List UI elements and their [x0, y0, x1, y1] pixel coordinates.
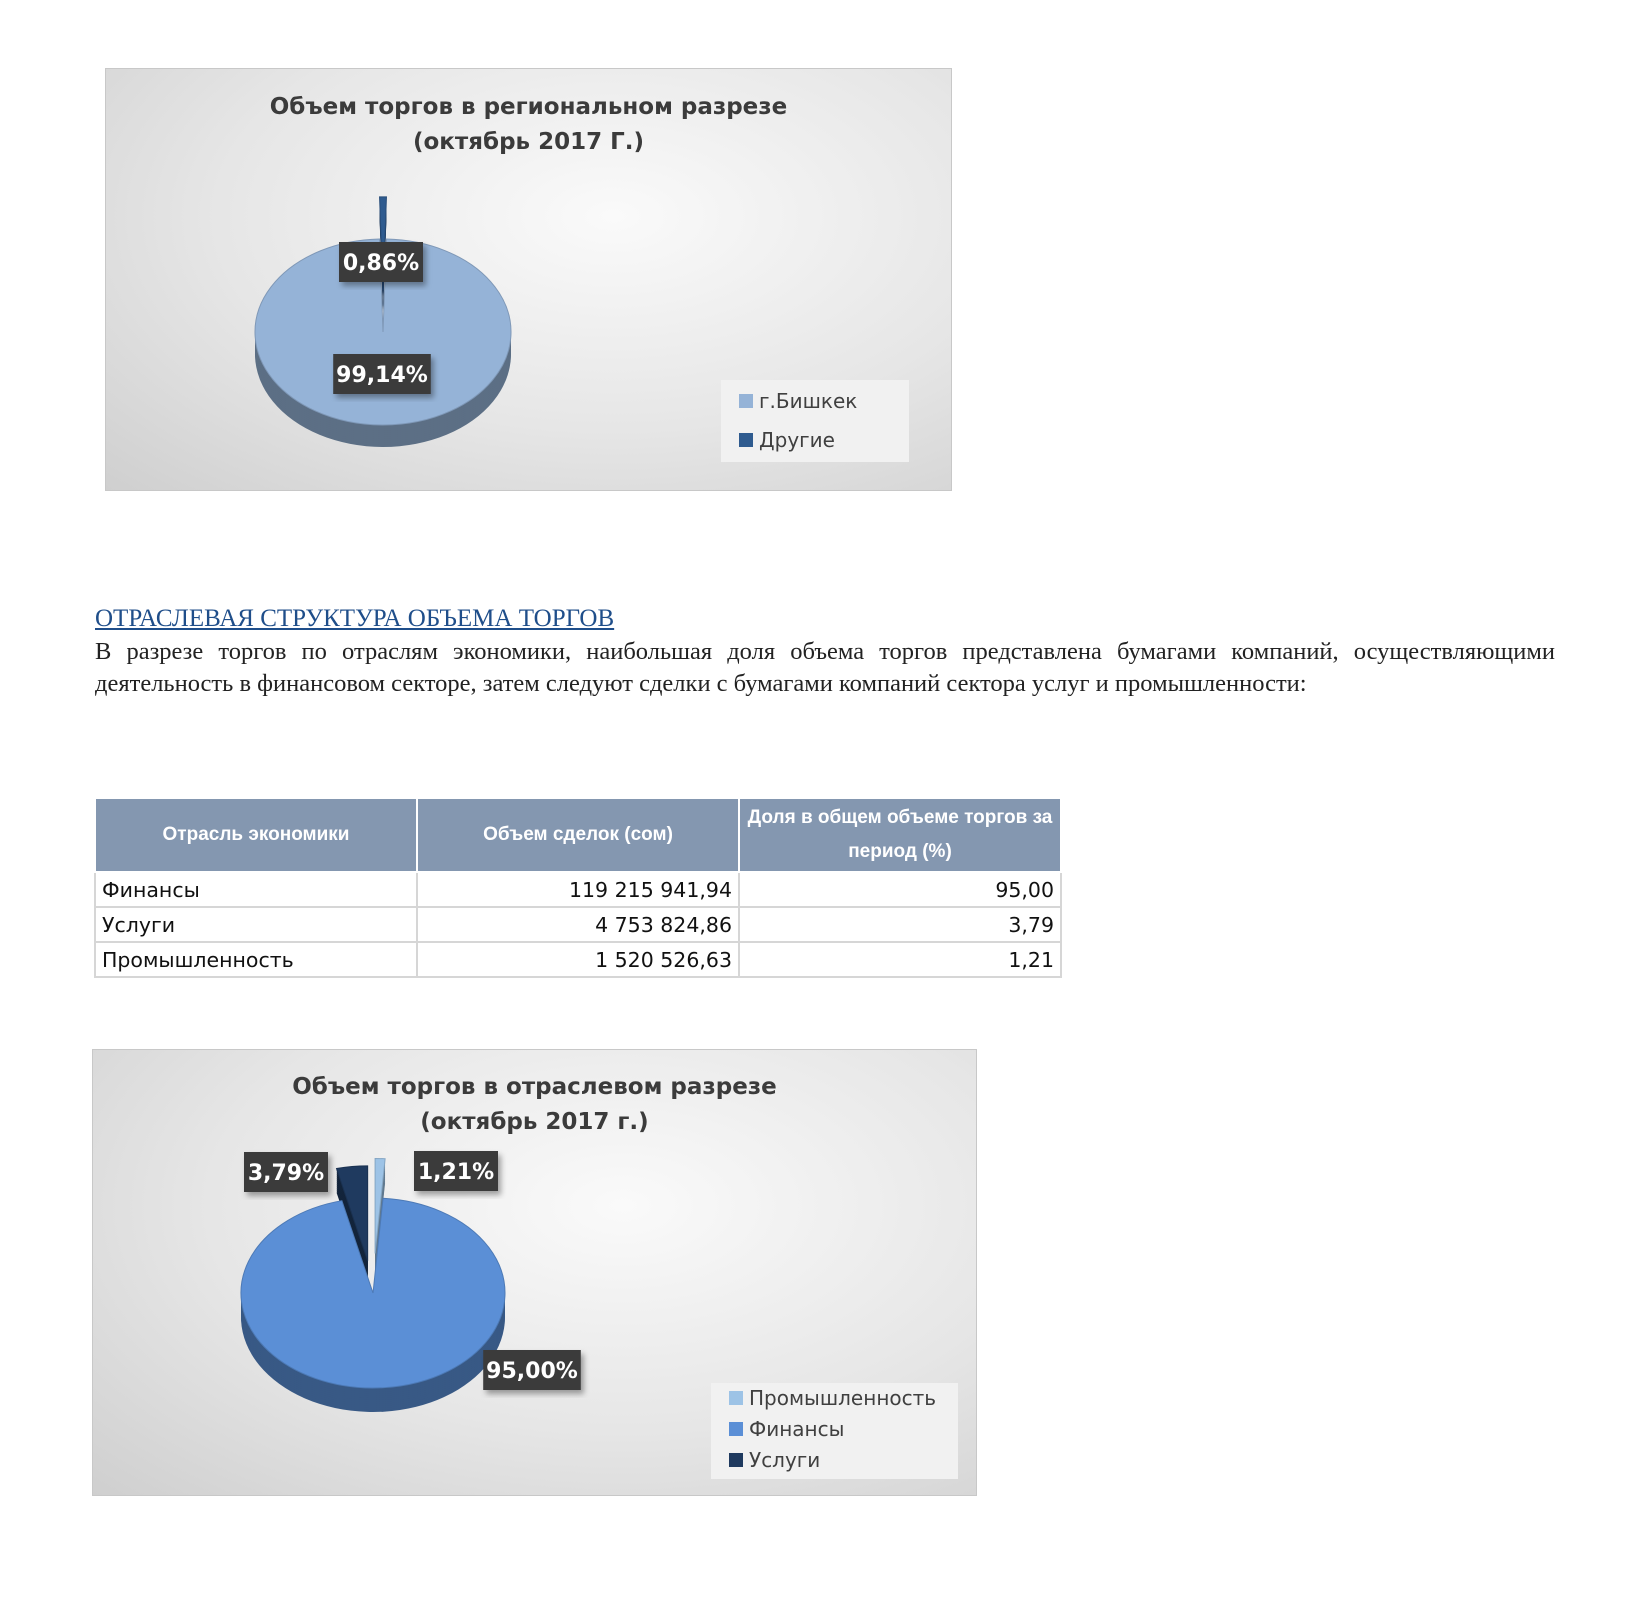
data-label-text: 0,86%: [342, 251, 420, 276]
table-cell-volume: 1 520 526,63: [417, 942, 739, 977]
chart-title-line-1: Объем торгов в региональном разрезе: [269, 94, 788, 120]
data-label-text: 99,14%: [336, 363, 428, 388]
data-label-text: 95,00%: [486, 1359, 578, 1384]
sector-pie-chart: [92, 1049, 977, 1496]
table-cell-volume: 4 753 824,86: [417, 907, 739, 942]
legend-item-others: [739, 428, 835, 452]
legend-label: Финансы: [749, 1417, 845, 1441]
chart-title-line-2: (октябрь 2017 г.): [420, 1109, 649, 1135]
legend-label: Промышленность: [749, 1386, 937, 1410]
section-paragraph: В разрезе торгов по отраслям экономики, наибольшая доля объема торгов представлена бумагами компаний, осуществляющими деятельность в финансовом секторе, затем следуют сделки с бумагами компаний сектора услуг и промышленности:: [95, 638, 1555, 697]
chart-legend: [721, 380, 909, 462]
table-header-cell: Доля в общем объеме торгов за период (%): [739, 798, 1061, 872]
legend-item-finance: [729, 1417, 844, 1441]
legend-label: Услуги: [749, 1448, 821, 1472]
legend-label: Другие: [759, 428, 835, 452]
legend-label: г.Бишкек: [759, 389, 858, 413]
table-cell-sector: Услуги: [95, 907, 417, 942]
table-cell-share: 95,00: [739, 872, 1061, 907]
regional-pie-chart: [105, 68, 952, 491]
table-cell-share: 1,21: [739, 942, 1061, 977]
table-cell-volume: 119 215 941,94: [417, 872, 739, 907]
legend-swatch: [739, 433, 753, 447]
legend-swatch: [729, 1391, 743, 1405]
legend-swatch: [729, 1422, 743, 1436]
table-row: [95, 872, 1061, 907]
chart-title-line-1: Объем торгов в отраслевом разрезе: [292, 1074, 777, 1100]
data-label: [333, 354, 431, 394]
table-header-row: [95, 798, 1061, 872]
legend-item-services: [729, 1448, 820, 1472]
table-header-cell: Отрасль экономики: [95, 798, 417, 872]
data-label-text: 1,21%: [417, 1160, 495, 1185]
legend-item-bishkek: [739, 389, 857, 413]
data-label: [414, 1151, 498, 1191]
chart-title-line-2: (октябрь 2017 Г.): [412, 129, 645, 155]
table-cell-sector: Промышленность: [95, 942, 417, 977]
table-row: [95, 942, 1061, 977]
legend-item-industry: [729, 1386, 936, 1410]
table-cell-share: 3,79: [739, 907, 1061, 942]
sector-volume-table: [94, 797, 1062, 978]
chart-legend: [711, 1383, 958, 1479]
data-label: [483, 1350, 581, 1390]
table-cell-sector: Финансы: [95, 872, 417, 907]
legend-swatch: [739, 394, 753, 408]
table-header-cell: Объем сделок (сом): [417, 798, 739, 872]
data-label-text: 3,79%: [247, 1161, 325, 1186]
pie-slice-2: [241, 1198, 505, 1388]
data-label: [339, 242, 423, 282]
table-row: [95, 907, 1061, 942]
data-label: [244, 1152, 328, 1192]
section-title: ОТРАСЛЕВАЯ СТРУКТУРА ОБЪЕМА ТОРГОВ: [95, 605, 615, 632]
legend-swatch: [729, 1453, 743, 1467]
